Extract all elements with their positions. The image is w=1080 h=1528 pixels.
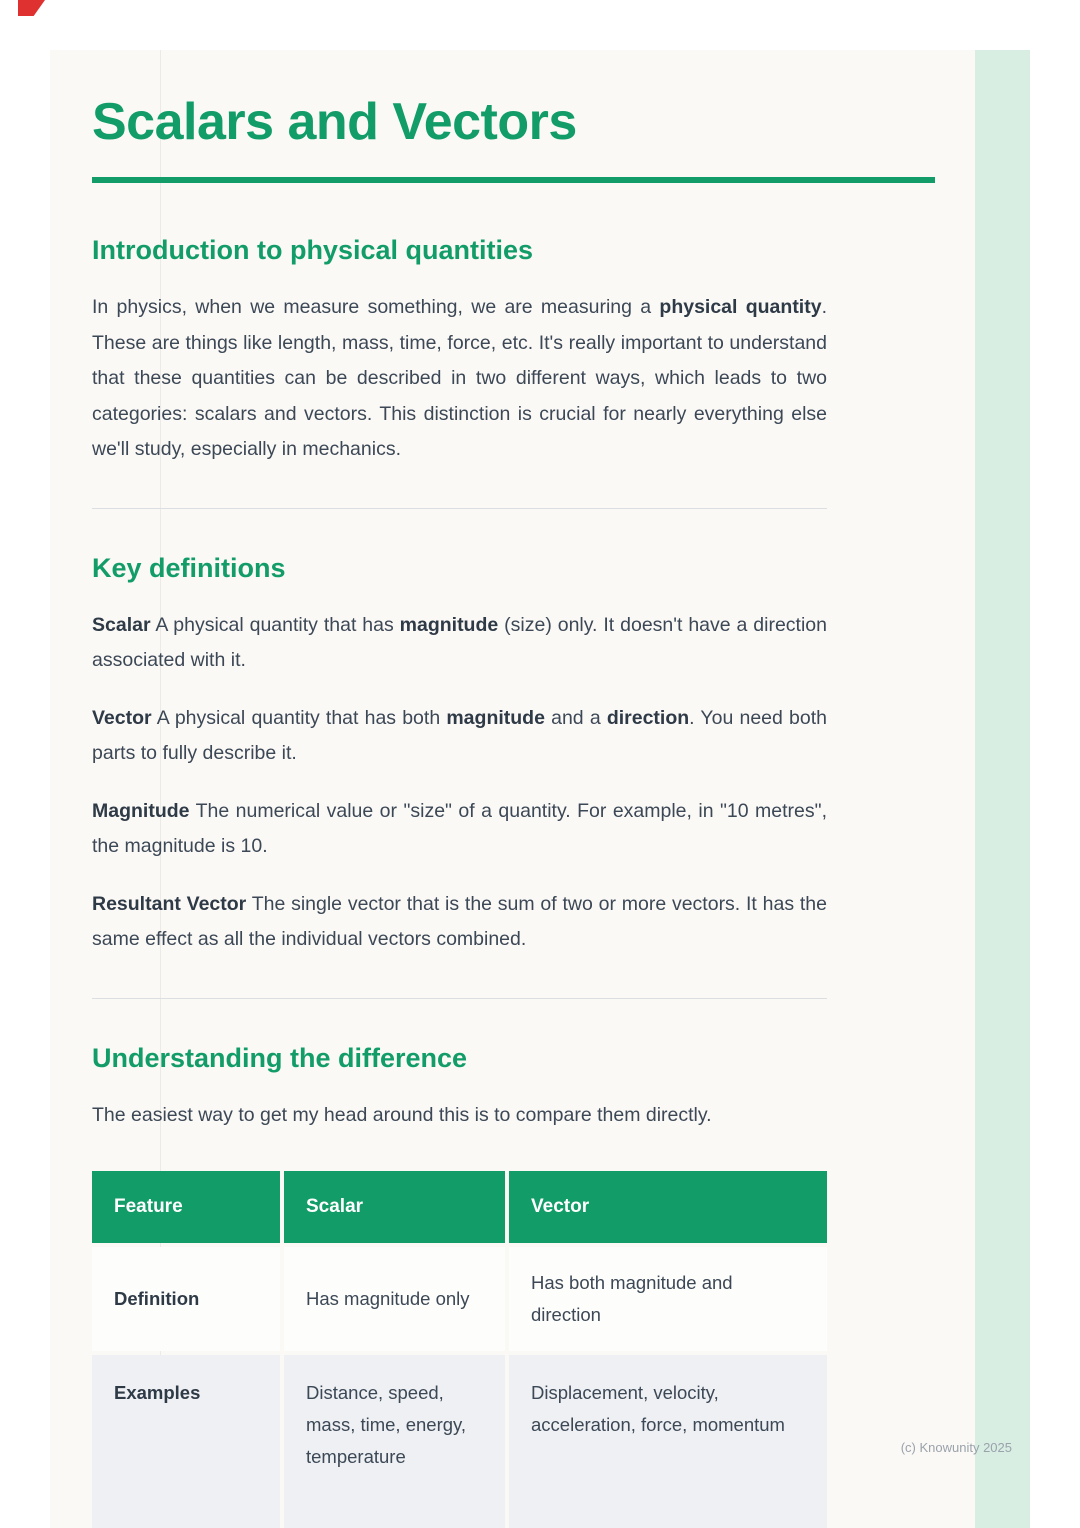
definition-scalar	[92, 608, 827, 679]
term-magnitude: Magnitude	[92, 799, 190, 822]
definition-text: (size) only. It doesn't have a direction associated with it.	[92, 613, 827, 672]
definition-text: A physical quantity that has both	[151, 706, 447, 729]
table-header-scalar: Scalar	[284, 1171, 505, 1243]
table-row	[92, 1247, 827, 1351]
definition-resultant-vector	[92, 887, 827, 958]
table-header-vector: Vector	[509, 1171, 827, 1243]
definition-bold: direction	[606, 706, 690, 729]
section-divider	[92, 998, 827, 999]
table-cell-feature: Examples	[92, 1355, 280, 1528]
difference-paragraph: The easiest way to get my head around this is to compare them directly.	[92, 1103, 712, 1126]
table-cell-vector: Displacement, velocity, acceleration, force, momentum	[509, 1355, 827, 1528]
term-resultant-vector: Resultant Vector	[92, 892, 247, 915]
intro-bold-physical-quantity: physical quantity	[659, 296, 822, 319]
table-cell-feature: Definition	[92, 1247, 280, 1351]
table-header-row	[92, 1171, 827, 1243]
term-scalar: Scalar	[92, 613, 151, 636]
section-divider	[92, 508, 827, 509]
comparison-table	[92, 1171, 827, 1528]
table-header-feature: Feature	[92, 1171, 280, 1243]
section-heading-introduction: Introduction to physical quantities	[92, 235, 534, 266]
term-vector: Vector	[92, 706, 152, 729]
definition-magnitude	[92, 794, 827, 865]
page-title: Scalars and Vectors	[92, 93, 577, 151]
title-underline-rule	[92, 177, 935, 183]
section-heading-key-definitions: Key definitions	[92, 552, 286, 583]
section-heading-understanding-difference: Understanding the difference	[92, 1042, 468, 1073]
red-corner-mark	[18, 0, 45, 16]
table-row	[92, 1355, 827, 1528]
table-cell-scalar: Has magnitude only	[284, 1247, 505, 1351]
page-content	[50, 50, 1030, 1528]
intro-paragraph	[92, 290, 827, 468]
notes-page	[50, 50, 1030, 1528]
definition-text: A physical quantity that has	[150, 613, 400, 636]
definition-vector	[92, 701, 827, 772]
intro-text: In physics, when we measure something, we are measuring a	[92, 296, 660, 319]
table-cell-vector: Has both magnitude and direction	[509, 1247, 827, 1351]
table-cell-scalar: Distance, speed, mass, time, energy, temperature	[284, 1355, 505, 1528]
definition-text: The numerical value or "size" of a quantity. For example, in "10 metres", the magnitude is 10.	[92, 799, 827, 858]
definition-bold: magnitude	[446, 706, 545, 729]
definition-text: The single vector that is the sum of two or more vectors. It has the same effect as all the individual vectors combined.	[92, 892, 827, 951]
watermark: (c) Knowunity 2025	[900, 1440, 1012, 1455]
intro-text-rest: . These are things like length, mass, time, force, etc. It's really important to understand that these quantities can be described in two different ways, which leads to two categories: scalars and vectors. This distinction is crucial for nearly everything else we'll study, especially in mechanics.	[92, 296, 827, 461]
definition-text: . You need both parts to fully describe it.	[92, 706, 827, 765]
definition-text: and a	[544, 706, 607, 729]
definition-bold: magnitude	[399, 613, 499, 636]
